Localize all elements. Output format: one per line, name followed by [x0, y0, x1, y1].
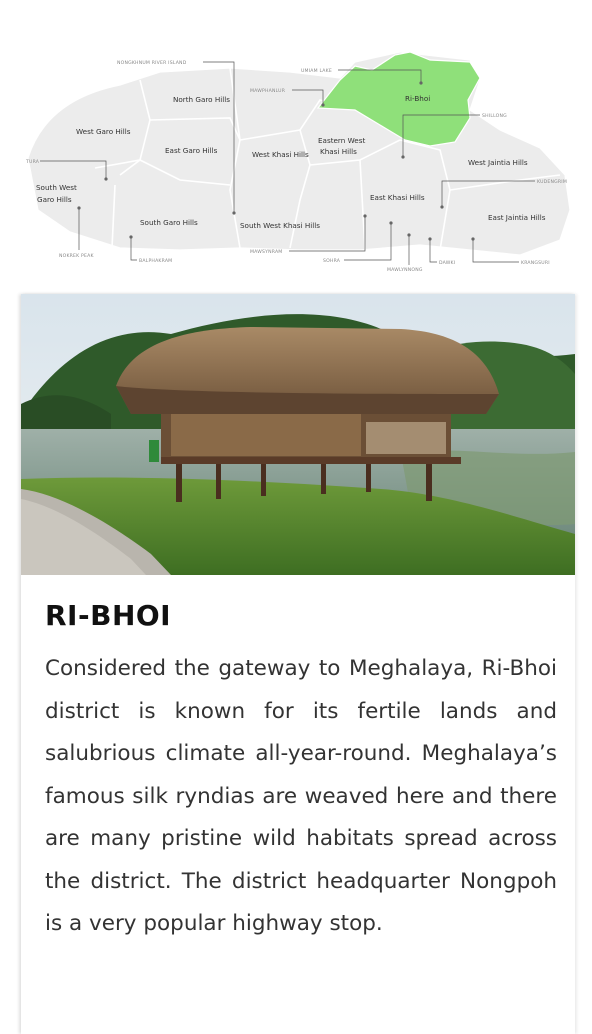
district-map	[0, 0, 592, 290]
place-umiam-lake: UMIAM LAKE	[301, 69, 332, 74]
map-label-west-khasi-hills: West Khasi Hills	[252, 150, 309, 159]
map-label-ri-bhoi: Ri-Bhoi	[405, 94, 431, 103]
place-kudengrim: KUDENGRIM	[537, 180, 567, 185]
place-dawki: DAWKI	[439, 261, 456, 266]
map-label-south-garo-hills: South Garo Hills	[140, 218, 198, 227]
place-mawphanlur: MAWPHANLUR	[250, 89, 286, 94]
map-label-eastern-west-khasi-hills-1: Eastern West	[318, 136, 366, 145]
place-mawsynram: MAWSYNRAM	[250, 250, 283, 255]
district-card	[21, 294, 575, 1034]
map-label-east-garo-hills: East Garo Hills	[165, 146, 218, 155]
map-label-west-jaintia-hills: West Jaintia Hills	[468, 158, 528, 167]
map-label-east-jaintia-hills: East Jaintia Hills	[488, 213, 546, 222]
district-title: RI-BHOI	[45, 599, 172, 632]
place-mawlynnong: MAWLYNNONG	[387, 268, 423, 273]
place-tura: TURA	[26, 160, 40, 165]
place-shillong: SHILLONG	[482, 114, 507, 119]
district-description: Considered the gateway to Meghalaya, Ri-Bhoi district is known for its fertile lands and salubrious climate all-year-round. Meghalaya’s famous silk ryndias are weaved here and there are many pristine wild habitats spread across the district. The district headquarter Nongpoh is a very popular highway stop.	[45, 656, 557, 936]
meghalaya-map-svg	[0, 0, 592, 290]
place-krangsuri: KRANGSURI	[521, 261, 550, 266]
map-label-east-khasi-hills: East Khasi Hills	[370, 193, 425, 202]
map-label-north-garo-hills: North Garo Hills	[173, 95, 230, 104]
place-nongkhnum-river-island: NONGKHNUM RIVER ISLAND	[117, 61, 187, 66]
map-label-south-west-garo-hills-2: Garo Hills	[37, 195, 72, 204]
place-balphakram: BALPHAKRAM	[139, 259, 173, 264]
map-label-south-west-garo-hills-1: South West	[36, 183, 77, 192]
map-label-south-west-khasi-hills: South West Khasi Hills	[240, 221, 320, 230]
place-sohra: SOHRA	[323, 259, 341, 264]
place-nokrek-peak: NOKREK PEAK	[59, 254, 94, 259]
ri-bhoi-hut-photo	[21, 294, 575, 575]
map-label-eastern-west-khasi-hills-2: Khasi Hills	[320, 147, 357, 156]
map-label-west-garo-hills: West Garo Hills	[76, 127, 131, 136]
